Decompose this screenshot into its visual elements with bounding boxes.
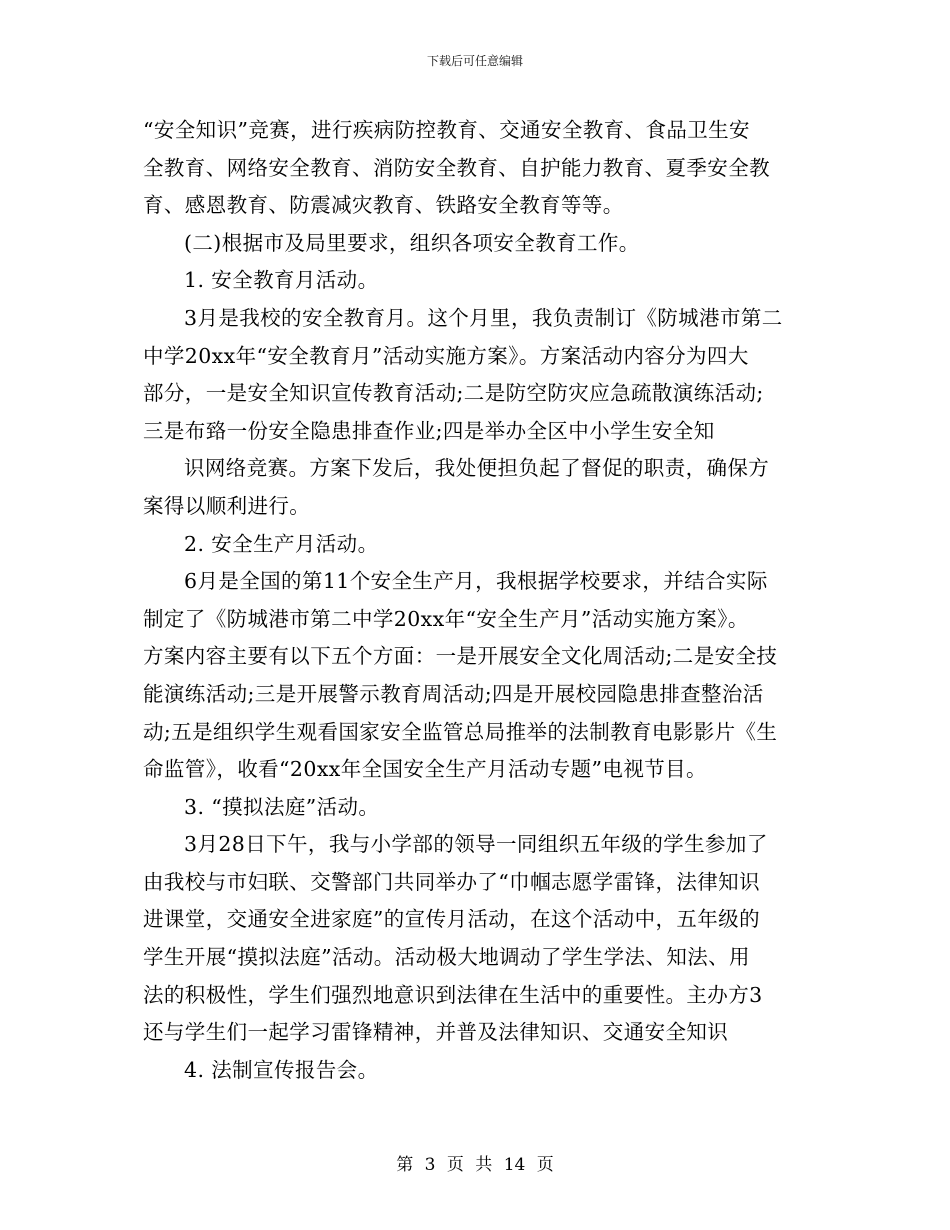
text-line: “安全知识”竞赛，进行疾病防控教育、交通安全教育、食品卫生安	[143, 118, 750, 142]
page-number: 第 3 页 共 14 页	[396, 1155, 554, 1175]
text-line: 部分，一是安全知识宣传教育活动;二是防空防灾应急疏散演练活动;	[143, 381, 764, 406]
text-line: 还与学生们一起学习雷锋精神，并普及法律知识、交通安全知识	[143, 1020, 729, 1045]
text-line: 3月是我校的安全教育月。这个月里，我负责制订《防城港市第二	[184, 305, 783, 330]
text-line: 学生开展“摸拟法庭”活动。活动极大地调动了学生学法、知法、用	[143, 945, 750, 970]
text-line: 育、感恩教育、防震减灾教育、铁路安全教育等等。	[143, 193, 624, 218]
text-line: 方案内容主要有以下五个方面：一是开展安全文化周活动;二是安全技	[143, 644, 778, 669]
text-line: 由我校与市妇联、交警部门共同举办了“巾帼志愿学雷锋，法律知识	[143, 869, 760, 894]
text-line: 6月是全国的第11个安全生产月，我根据学校要求，并结合实际	[184, 569, 768, 594]
text-line: 制定了《防城港市第二中学20xx年“安全生产月”活动实施方案》。	[143, 606, 749, 631]
section-heading: 4. 法制宣传报告会。	[184, 1057, 379, 1082]
section-heading: 1. 安全教育月活动。	[184, 268, 379, 293]
section-heading: 2. 安全生产月活动。	[184, 531, 379, 556]
body-text	[143, 112, 815, 1089]
text-line: 3月28日下午，我与小学部的领导一同组织五年级的学生参加了	[184, 832, 768, 857]
text-line: 法的积极性，学生们强烈地意识到法律在生活中的重要性。主办方3	[143, 982, 763, 1007]
section-heading: 3. “摸拟法庭”活动。	[184, 794, 380, 819]
page-header: 下载后可任意编辑	[426, 54, 523, 68]
text-line: 案得以顺利进行。	[143, 493, 311, 518]
text-line: (二)根据市及局里要求，组织各项安全教育工作。	[184, 230, 640, 255]
text-line: 三是布臵一份安全隐患排查作业;四是举办全区中小学生安全知	[143, 418, 715, 443]
text-line: 中学20xx年“安全教育月”活动实施方案》。方案活动内容分为四大	[143, 343, 749, 368]
text-line: 全教育、网络安全教育、消防安全教育、自护能力教育、夏季安全教	[143, 155, 770, 180]
text-line: 能演练活动;三是开展警示教育周活动;四是开展校园隐患排查整治活	[143, 681, 764, 706]
text-line: 动;五是组织学生观看国家安全监管总局推举的法制教育电影影片《生	[143, 719, 778, 744]
text-line: 进课堂，交通安全进家庭”的宣传月活动，在这个活动中，五年级的	[143, 907, 760, 932]
text-line: 识网络竞赛。方案下发后，我处便担负起了督促的职责，确保方	[184, 456, 770, 481]
text-line: 命监管》，收看“20xx年全国安全生产月活动专题”电视节目。	[143, 757, 707, 782]
